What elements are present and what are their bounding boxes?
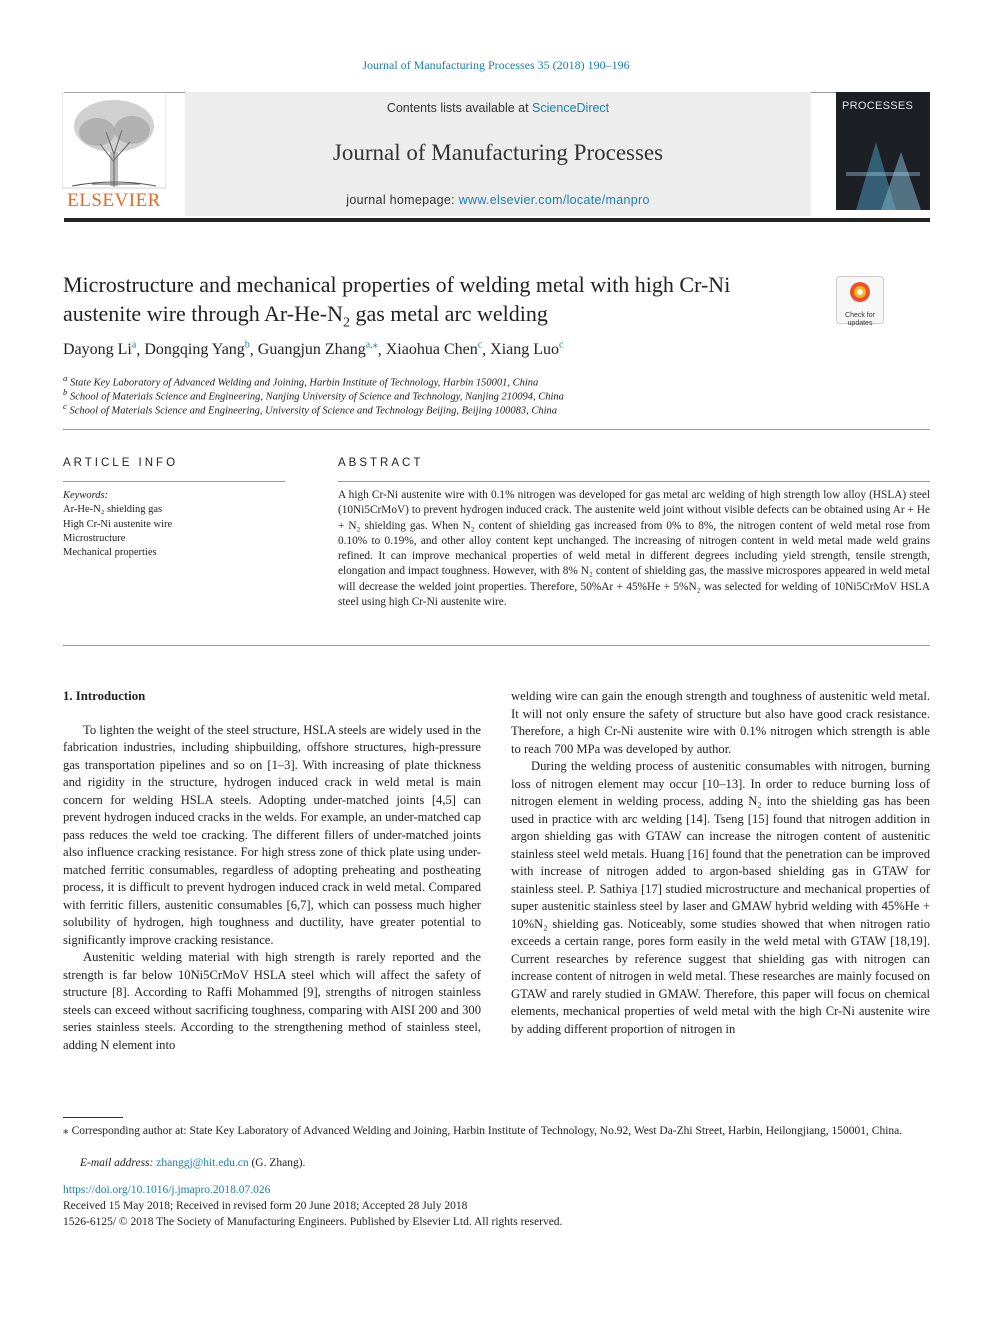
keyword: Microstructure [63,532,126,544]
title-line-1: Microstructure and mechanical properties of welding metal with high Cr-Ni [63,272,731,297]
corresponding-author-note: ⁎ Corresponding author at: State Key Laboratory of Advanced Welding and Joining, Harbin Institute of Technology, No.92, West Da-Zhi Street, Harbin, Heilongjiang, 150001, China. [63,1125,903,1137]
sciencedirect-link[interactable]: ScienceDirect [532,101,610,115]
journal-cover-image[interactable] [836,92,930,210]
keyword: Mechanical properties [63,547,157,559]
author[interactable]: Dongqing Yang$^b$ [144,340,250,359]
affiliation-b: $^b$ School of Materials Science and Engineering, Nanjing University of Science and Technology, Nanjing 210094, China [63,387,564,403]
author-list: Dayong Li$^a$, Dongqing Yang$^b$, Guangjun Zhang$^{a,⁎}$, Xiaohua Chen$^c$, Xiang Luo$^c$ [63,340,564,359]
keywords-label: Keywords: [63,490,109,501]
author[interactable]: Xiang Luo$^c$ [490,340,564,359]
divider [63,429,930,430]
paragraph: During the welding process of austenitic consumables with nitrogen, burning loss of nitrogen element may occur [10–13]. In order to reduce burning loss of nitrogen element in welding process, adding N₂ into the shielding gas has been used in practice with arc welding [14]. Tseng [15] found that nitrogen addition in argon shielding gas with GTAW can increase the nitrogen content of austenitic stainless steel weld metals. Huang [16] found that the penetration can be improved with increase of nitrogen added to argon-based shielding gas in GTAW for stainless steel. P. Sathiya [17] studied microstructure and mechanical properties of super austenitic stainless steel by laser and GMAW hybrid welding with 45%He + 10%N₂ shielding gas. Noticeably, some studies showed that when nitrogen ratio exceeds a certain range, pores form easily in the weld metal with GTAW [18,19]. Current researches by reference suggest that shielding gas with nitrogen can increase content of nitrogen in weld metal. These researches are mainly focused on GTAW and rarely studied in GMAW. Therefore, this paper will focus on chemical elements, mechanical properties of weld metal with the high Cr-Ni austenite wire by adding different proportion of nitrogen in [511,759,930,1036]
affiliation-c: $^c$ School of Materials Science and Engineering, University of Science and Technology Beijing, Beijing 100083, China [63,401,557,417]
check-updates-icon [837,277,883,307]
author[interactable]: Dayong Li$^a$ [63,340,137,359]
abstract-rule [338,481,930,482]
elsevier-wordmark: ELSEVIER [67,190,161,211]
journal-title: Journal of Manufacturing Processes [332,140,664,165]
article-info-heading: ARTICLE INFO [63,457,179,469]
keywords-block [63,489,172,560]
email-line: E-mail address: zhanggj@hit.edu.cn (G. Zhang). [80,1157,306,1169]
divider [63,645,930,646]
keyword: Ar-He-N₂ shielding gas [63,504,163,516]
article-title [63,270,823,337]
right-column [511,688,930,1038]
paragraph: welding wire can gain the enough strength and toughness of austenitic weld metal. It will not only ensure the safety of structure but also have good crack resistance. Therefore, a high Cr-Ni austenite wire with 0.1% nitrogen which strength is able to reach 700 MPa was developed by author. [511,689,930,756]
copyright: 1526-6125/ © 2018 The Society of Manufacturing Engineers. Published by Elsevier Ltd. All rights reserved. [63,1216,563,1228]
article-info-rule [63,481,285,482]
journal-citation[interactable]: Journal of Manufacturing Processes 35 (2018) 190–196 [362,58,630,72]
check-for-updates-badge[interactable] [836,276,884,327]
homepage-line: journal homepage: www.elsevier.com/locate/manpro [346,193,650,207]
doi-link[interactable]: https://doi.org/10.1016/j.jmapro.2018.07.026 [63,1184,271,1196]
left-column [63,688,481,1054]
footnote-rule [63,1117,123,1118]
keyword: High Cr-Ni austenite wire [63,518,173,530]
contents-line: Contents lists available at ScienceDirect [386,101,610,115]
title-line-2: austenite wire through $Ar-He-N_2$ gas metal arc welding [63,301,548,331]
cover-title: PROCESSES [842,100,914,112]
header-thick-rule [64,218,930,222]
received-dates: Received 15 May 2018; Received in revised form 20 June 2018; Accepted 28 July 2018 [63,1200,468,1212]
badge-label: Check for updates [845,312,875,327]
abstract-heading: ABSTRACT [338,457,424,469]
section-heading: 1. Introduction [63,689,146,703]
email-link[interactable]: zhanggj@hit.edu.cn [156,1157,249,1169]
paragraph: Austenitic welding material with high strength is rarely reported and the strength is far below 10Ni5CrMoV HSLA steel which will affect the safety of structure [8]. According to Raffi Mohammed [9], strengths of nitrogen stainless steels can exceed without sacrificing toughness, comparing with AISI 200 and 300 series stainless steels. According to the strengthening method of stainless steel, adding N element into [63,950,481,1052]
affiliation-a: $^a$ State Key Laboratory of Advanced Welding and Joining, Harbin Institute of Technology, Harbin 150001, China [63,373,539,389]
abstract-text: A high Cr-Ni austenite wire with 0.1% nitrogen was developed for gas metal arc welding of high strength low alloy (HSLA) steel (10Ni5CrMoV) to prevent hydrogen induced crack. The austenite weld joint without visible defects can be obtained using Ar + He + N₂ shielding gas. When N₂ content of shielding gas increased from 0% to 8%, the nitrogen content of weld metal rose from 0.10% to 0.19%, and other alloy content kept unchanged. The increasing of nitrogen content in weld metal made weld grains refined. It can improve mechanical properties of weld metal in different degrees including yield strength, tensile strength, elongation and impact toughness. However, with 8% N₂ content of shielding gas, the massive microspores appeared in weld metal will decrease the welded joint properties. Therefore, 50%Ar + 45%He + 5%N₂ was selected for welding of 10Ni5CrMoV HSLA steel using high Cr-Ni austenite wire. [338,489,930,609]
author[interactable]: Xiaohua Chen$^c$ [385,340,483,359]
homepage-link[interactable]: www.elsevier.com/locate/manpro [458,193,650,207]
author[interactable]: Guangjun Zhang$^{a,⁎}$ [257,340,378,359]
paragraph: To lighten the weight of the steel structure, HSLA steels are widely used in the fabrication industries, including shipbuilding, offshore structures, high-pressure gas transportation pipelines and so on [1–3]. With increasing of plate thickness and rigidity in the structure, hydrogen induced crack in weld metal is main concern for welding HSLA steels. Adopting under-matched joints [4,5] can prevent hydrogen induced cracks in the welds. For example, an under-matched cap pass reduces the weld toe cracking. The different fillers of under-matched joints also influence cracking resistance. For high stress zone of thick plate using under-matched ferritic consumables, regardless of adopting preheating and postheating process, it is difficult to prevent hydrogen induced crack in weld metal. Compared with ferritic fillers, austenitic consumables [6,7], which can possess much higher solubility of hydrogen, high toughness and ductility, have greater potential to significantly improve cracking resistance. [63,722,481,947]
cover-artwork-icon [836,122,930,210]
